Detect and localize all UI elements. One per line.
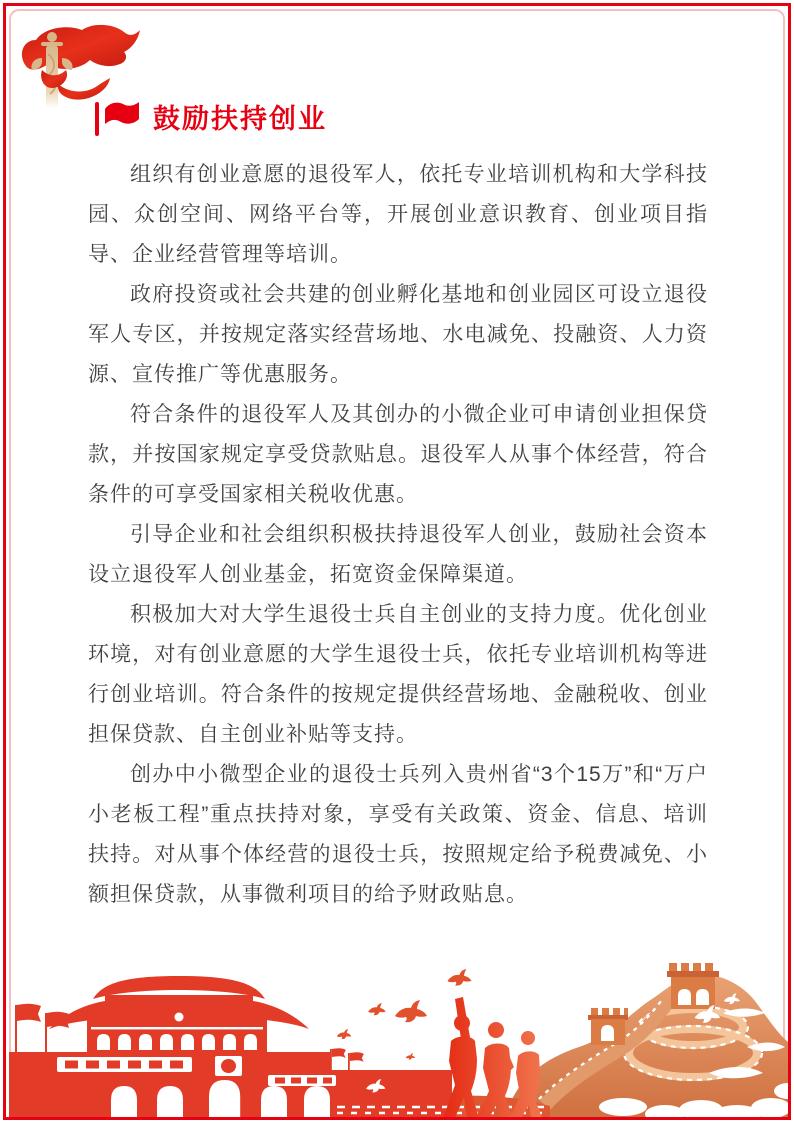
paragraph-list [88, 155, 708, 915]
great-wall-silhouette [505, 963, 789, 1118]
tiananmen-silhouette [9, 976, 452, 1118]
veterans-silhouette [443, 997, 542, 1118]
body-paragraph: 政府投资或社会共建的创业孵化基地和创业园区可设立退役军人专区，并按规定落实经营场地、水电减免、投融资、人力资源、宣传推广等优惠服务。 [88, 283, 708, 386]
body-paragraph: 创办中小微型企业的退役士兵列入贵州省“3个15万”和“万户小老板工程”重点扶持对象，享受有关政策、资金、信息、培训扶持。对从事个体经营的退役士兵，按照规定给予税费减免、小额担保贷款，从事微利项目的给予财政贴息。 [88, 763, 708, 906]
footer-illustration [5, 955, 789, 1118]
content-area [88, 100, 708, 915]
body-paragraph: 组织有创业意愿的退役军人，依托专业培训机构和大学科技园、众创空间、网络平台等，开展创业意识教育、创业项目指导、企业经营管理等培训。 [88, 163, 708, 266]
section-title: 鼓励扶持创业 [153, 103, 327, 134]
body-paragraph: 符合条件的退役军人及其创办的小微企业可申请创业担保贷款，并按国家规定享受贷款贴息。退役军人从事个体经营，符合条件的可享受国家相关税收优惠。 [88, 403, 708, 506]
huabiao-flag-decoration-icon [14, 22, 142, 116]
watchtower-icon [588, 1008, 628, 1045]
watchtower-icon [667, 963, 719, 1009]
section-header [94, 100, 708, 138]
body-paragraph: 引导企业和社会组织积极扶持退役军人创业，鼓励社会资本设立退役军人创业基金，拓宽资金保障渠道。 [88, 523, 708, 586]
body-paragraph: 积极加大对大学生退役士兵自主创业的支持力度。优化创业环境，对有创业意愿的大学生退役士兵，依托专业培训机构等进行创业培训。符合条件的按规定提供经营场地、金融税收、创业担保贷款、自主创业补贴等支持。 [88, 603, 708, 746]
